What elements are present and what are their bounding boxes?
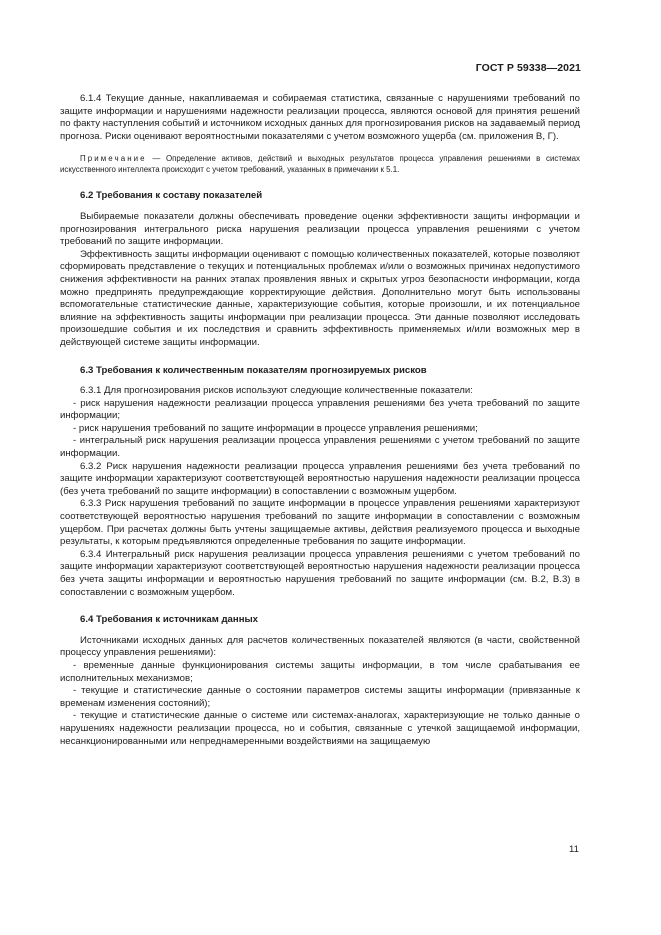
list-item: - риск нарушения требований по защите информации в процессе управления решениями;: [73, 422, 478, 434]
section-heading: 6.3 Требования к количественным показателям прогнозируемых рисков: [80, 364, 427, 376]
list-item: - текущие и статистические данные о системе или системах-аналогах, характеризующие не только данные о нарушениях надежности реализации процесса, но и события, связанные с утечкой защищаемой информации, несанкционированными или непреднамеренными воздействиями на защищаемую: [60, 710, 580, 747]
note-text: — Определение активов, действий и выходных результатов процесса управления решениями в системах искусственного интеллекта происходит с учетом требований, указанных в примечании к 5.1.: [60, 154, 580, 174]
section-heading: 6.4 Требования к источникам данных: [80, 614, 259, 626]
paragraph: 6.3.4 Интегральный риск нарушения реализации процесса управления решениями с учетом требований по защите информации характеризуют соответствующей вероятностью нарушения надежности реализации процесса без учета защиты информации и вероятностью нарушения требований по защите информации (см. В.2, В.3) в сопоставлении с возможным ущербом.: [60, 548, 580, 598]
list-item: - интегральный риск нарушения реализации процесса управления решениями с учетом требований по защите информации.: [60, 435, 580, 460]
paragraph: 6.3.1 Для прогнозирования рисков используют следующие количественные показатели:: [80, 385, 473, 397]
list-item: - временные данные функционирования системы защиты информации, в том числе срабатывания ее исполнительных механизмов;: [60, 659, 580, 684]
paragraph: 6.1.4 Текущие данные, накапливаемая и собираемая статистика, связанные с нарушениями требований по защите информации и нарушениями надежности реализации процесса, являются основой для принятия решений по факту наступления событий и источником исходных данных для прогнозирования рисков на задаваемый период прогноза. Риски оценивают вероятностными показателями с учетом возможного ущерба (см. приложения В, Г).: [60, 93, 580, 142]
page-body: [60, 93, 580, 748]
section-heading: 6.2 Требования к составу показателей: [80, 190, 263, 202]
note-label: Примечание: [80, 154, 147, 164]
list-item: - риск нарушения надежности реализации процесса управления решениями без учета требований по защите информации;: [60, 397, 580, 422]
paragraph: Эффективность защиты информации оценивают с помощью количественных показателей, которые позволяют сформировать представление о текущих и потенциальных проблемах и/или о возможных причинах недопустимого снижения эффективности на ранних этапах проявления явных и скрытых угроз безопасности информации, когда можно предпринять предупреждающие корректирующие действия. Дополнительно могут быть использованы вспомогательные статистические данные, характеризующие события, которые произошли, и их потенциальное влияние на эффективность защиты информации при реализации процесса. Эти данные позволяют исследовать произошедшие события и их последствия и сравнить эффективность применяемых и/или возможных мер в действующей системе защиты информации.: [60, 248, 580, 348]
paragraph: 6.3.2 Риск нарушения надежности реализации процесса управления решениями без учета требований по защите информации характеризуют соответствующей вероятностью нарушения надежности реализации процесса (без учета требований по защите информации) в сопоставлении с возможным ущербом.: [60, 460, 580, 497]
list-item: - текущие и статистические данные о состоянии параметров системы защиты информации (привязанные к временам изменения состояний);: [60, 685, 580, 709]
paragraph: Выбираемые показатели должны обеспечивать проведение оценки эффективности защиты информации и прогнозирования интегрального риска нарушения реализации процесса управления решениями с учетом требований по защите информации.: [60, 210, 580, 248]
paragraph: 6.3.3 Риск нарушения требований по защите информации в процессе управления решениями характеризуют соответствующей вероятностью нарушения требований по защите информации в сопоставлении с возможным ущербом. При расчетах должны быть учтены защищаемые активы, действия реализуемого процесса и выходные результаты, к которым предъявляются определенные требования по защите информации.: [60, 498, 580, 548]
document-code: ГОСТ Р 59338—2021: [475, 62, 581, 74]
note: [60, 154, 580, 175]
paragraph: Источниками исходных данных для расчетов количественных показателей являются (в части, свойственной процессу управления решениями):: [60, 634, 580, 659]
page-number: 11: [569, 844, 579, 855]
